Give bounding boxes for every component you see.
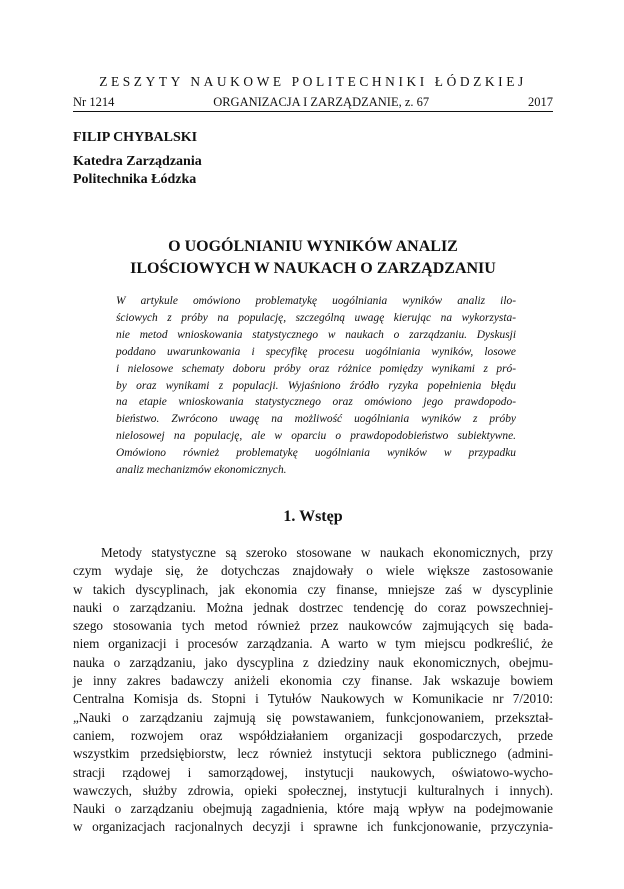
journal-title: ZESZYTY NAUKOWE POLITECHNIKI ŁÓDZKIEJ: [99, 74, 527, 89]
series-name: ORGANIZACJA I ZARZĄDZANIE, z. 67: [213, 95, 430, 109]
body-line: caniem, rozwojem oraz współdziałaniem organizacji gospodarczych, przede: [73, 727, 553, 743]
body-line: nauka o zarządzaniu, jako dyscyplina z dziedziny nauk ekonomicznych, obejmu-: [73, 654, 553, 670]
body-line: szego stosowania tych metod również przez naukowców zajmujących się bada-: [73, 618, 553, 634]
article-title: [73, 236, 553, 280]
body-line: wawczych, służby zdrowia, opieki społecznej, instytucji kulturalnych i innych).: [73, 782, 553, 798]
issue-number: Nr 1214: [73, 95, 115, 109]
section-heading: 1. Wstęp: [283, 508, 343, 525]
body-line: wszystkim przedsiębiorstw, lecz również instytucji sektora publicznego (admini-: [73, 746, 553, 762]
body-line: je inny zakres badawczy aniżeli ekonomia czy finanse. Jak wskazuje bowiem: [73, 673, 553, 689]
abstract: [116, 293, 516, 479]
issue-info-line: [73, 95, 553, 112]
abstract-line: nie metod wnioskowania statystycznego w naukach o zarządzaniu. Dyskusji: [116, 328, 516, 341]
body-line: Nauki o zarządzaniu obejmują zagadnienia, które mają wpływ na podejmowanie: [73, 801, 553, 817]
abstract-line: na etapie wnioskowania statystycznego oraz omówiono jego prawdopodo-: [116, 396, 516, 409]
body-line: czym wydaje się, że dotychczas znajdowały o wiele większe zastosowanie: [73, 563, 553, 579]
article-title-line-2: ILOŚCIOWYCH W NAUKACH O ZARZĄDZANIU: [130, 260, 496, 277]
issue-year: 2017: [528, 95, 553, 109]
abstract-line: poddano uwarunkowania i specyfikę procesu uogólniania wyników, losowe: [116, 345, 516, 358]
article-title-line-1: O UOGÓLNIANIU WYNIKÓW ANALIZ: [168, 238, 458, 255]
body-line: Metody statystyczne są szeroko stosowane w naukach ekonomicznych, przy: [101, 545, 553, 560]
abstract-line: W artykule omówiono problematykę uogólniania wyników analiz ilo-: [116, 295, 516, 307]
abstract-line: ściowych z próby na populację, szczególną uwagę kierując na wykorzysta-: [116, 311, 516, 324]
body-line: w takich dyscyplinach, jak ekonomia czy finanse, mniejsze zaś w dyscyplinie: [73, 581, 553, 597]
body-line: nauki o zarządzaniu. Można jednak dostrzec tendencję do coraz powszechniej-: [73, 599, 553, 615]
body-line: stracji rządowej i samorządowej, instytucji naukowych, oświatowo-wycho-: [73, 764, 553, 780]
abstract-line: Omówiono również problematykę uogólniania wyników w przypadku: [116, 447, 516, 460]
author-name: FILIP CHYBALSKI: [73, 130, 198, 145]
body-line: w organizacjach racjonalnych decyzji i sprawne ich funkcjonowanie, przyczynia-: [73, 819, 553, 835]
abstract-line: bieństwo. Zwrócono uwagę na możliwość uogólniania wyników z próby: [116, 413, 516, 426]
body-line: Centralna Komisja ds. Stopni i Tytułów Naukowych w Komunikacie nr 7/2010:: [73, 691, 553, 707]
abstract-line: nielosowej na populację, ale w oparciu o prawdopodobieństwo subiektywne.: [116, 430, 516, 443]
body-line: „Nauki o zarządzaniu zajmują się powstawaniem, funkcjonowaniem, przekształ-: [73, 709, 553, 725]
abstract-line: by oraz wynikami z populacji. Wyjaśniono źródło ryzyka popełnienia błędu: [116, 379, 516, 392]
author-department: Katedra Zarządzania: [73, 154, 202, 169]
body-line: niem organizacji i procesów zarządzania. A warto w tym miejscu podkreślić, że: [73, 636, 553, 652]
body-paragraph: [73, 544, 553, 837]
author-university: Politechnika Łódzka: [73, 172, 197, 187]
abstract-line: analiz mechanizmów ekonomicznych.: [116, 464, 287, 477]
abstract-line: i nielosowe schematy doboru próby oraz różnice pomiędzy wynikami z pró-: [116, 362, 516, 375]
